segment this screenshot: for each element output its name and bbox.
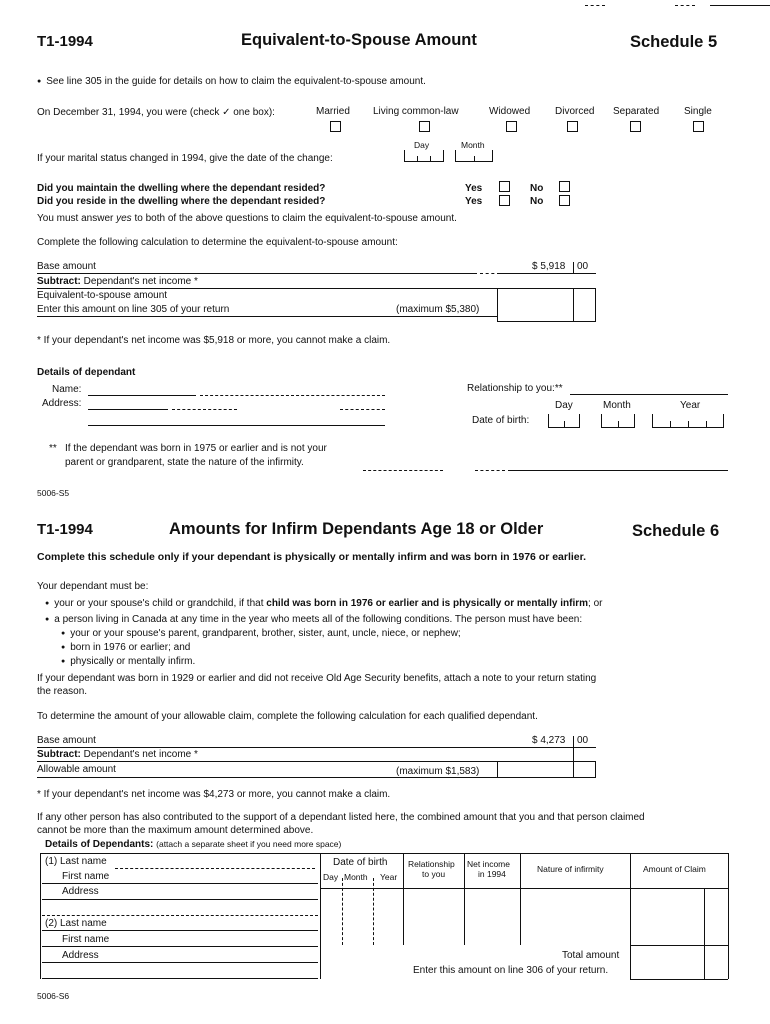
name-label: Name: xyxy=(52,384,82,395)
row2-address-field[interactable] xyxy=(42,962,318,963)
base-amount-label: Base amount xyxy=(37,261,96,272)
marital-status-question: On December 31, 1994, you were (check ✓ one box): xyxy=(37,107,275,118)
change-day-field[interactable] xyxy=(404,150,444,162)
scan-mark xyxy=(585,5,605,6)
enter-line-306-label: Enter this amount on line 306 of your return. xyxy=(413,965,609,976)
col-month: Month xyxy=(344,872,368,882)
status-separated-label: Separated xyxy=(613,106,660,117)
condition-born: ● born in 1976 or earlier; and xyxy=(61,642,190,653)
address-field[interactable] xyxy=(88,409,168,410)
common-law-checkbox[interactable] xyxy=(419,121,430,132)
income-amount-field[interactable] xyxy=(497,288,596,322)
dob-year-label: Year xyxy=(680,400,701,411)
row1-first-name-field[interactable] xyxy=(42,883,318,884)
row2-last-name-field[interactable] xyxy=(42,930,318,931)
dob-label: Date of birth: xyxy=(472,415,530,426)
maximum-amount: (maximum $5,380) xyxy=(396,304,480,315)
guide-note: ● See line 305 in the guide for details on how to claim the equivalent-to-spouse amount. xyxy=(37,76,426,87)
equivalent-amount-label: Equivalent-to-spouse amount xyxy=(37,290,168,301)
schedule-number: Schedule 5 xyxy=(630,33,718,51)
infirmity-footnote-marker: ** xyxy=(49,443,57,454)
other-support-note-line2: cannot be more than the maximum amount determined above. xyxy=(37,825,314,836)
allowable-amount-label: Allowable amount xyxy=(37,764,116,775)
row1-last-name-label: (1) Last name xyxy=(45,856,107,867)
total-amount-label: Total amount xyxy=(562,950,620,961)
dob-day-label: Day xyxy=(555,400,573,411)
base-amount-label: Base amount xyxy=(37,735,96,746)
maximum-amount: (maximum $1,583) xyxy=(396,766,480,777)
other-support-note-line1: If any other person has also contributed to the support of a dependant listed here, the combined amount that you and that person claimed xyxy=(37,812,645,823)
col-relationship: Relationship xyxy=(408,859,455,869)
married-checkbox[interactable] xyxy=(330,121,341,132)
status-divorced-label: Divorced xyxy=(555,106,595,117)
must-be-label: Your dependant must be: xyxy=(37,581,149,592)
net-income-footnote: * If your dependant's net income was $4,273 or more, you cannot make a claim. xyxy=(37,789,391,800)
base-amount-cents: 00 xyxy=(577,735,589,746)
form-code: 5006-S6 xyxy=(37,991,70,1001)
maintain-yes-checkbox[interactable] xyxy=(499,181,510,192)
row1-address-label: Address xyxy=(62,886,99,897)
base-amount-value: $ 4,273 xyxy=(532,735,566,746)
condition-child: ● your or your spouse's child or grandchild, if that child was born in 1976 or earlier and is physically or mentally infirm; or xyxy=(45,598,603,609)
col-year: Year xyxy=(380,872,398,882)
details-heading: Details of dependant xyxy=(37,367,136,378)
no-label: No xyxy=(530,196,544,207)
calculation-intro: Complete the following calculation to determine the equivalent-to-spouse amount: xyxy=(37,237,398,248)
change-date-question: If your marital status changed in 1994, give the date of the change: xyxy=(37,153,333,164)
schedule-title: Amounts for Infirm Dependants Age 18 or Older xyxy=(169,520,544,538)
schedule-number: Schedule 6 xyxy=(632,522,720,540)
condition-resident: ● a person living in Canada at any time in the year who meets all of the following conditions. The person must have been: xyxy=(45,614,582,625)
enter-line-305-label: Enter this amount on line 305 of your return xyxy=(37,304,230,315)
scan-mark xyxy=(710,5,770,6)
condition-infirm: ● physically or mentally infirm. xyxy=(61,656,195,667)
row1-first-name-label: First name xyxy=(62,871,110,882)
col-nature-of-infirmity: Nature of infirmity xyxy=(537,864,604,874)
yes-label: Yes xyxy=(465,196,483,207)
status-widowed-label: Widowed xyxy=(489,106,531,117)
status-common-law-label: Living common-law xyxy=(373,106,459,117)
month-label: Month xyxy=(461,140,485,150)
infirmity-field[interactable] xyxy=(363,470,443,471)
maintain-dwelling-question: Did you maintain the dwelling where the dependant resided? xyxy=(37,183,326,194)
col-net-income-sub: in 1994 xyxy=(478,869,506,879)
net-income-footnote: * If your dependant's net income was $5,918 or more, you cannot make a claim. xyxy=(37,335,391,346)
row2-first-name-field[interactable] xyxy=(42,946,318,947)
relationship-field[interactable] xyxy=(570,394,728,395)
schedule-title: Equivalent-to-Spouse Amount xyxy=(241,31,477,49)
condition-relative: ● your or your spouse's parent, grandparent, brother, sister, aunt, uncle, niece, or nephew; xyxy=(61,628,461,639)
separated-checkbox[interactable] xyxy=(630,121,641,132)
row1-last-name-field[interactable] xyxy=(115,868,315,869)
determine-intro: To determine the amount of your allowable claim, complete the following calculation for each qualified dependant. xyxy=(37,711,538,722)
relationship-label: Relationship to you:** xyxy=(467,383,563,394)
col-amount-of-claim: Amount of Claim xyxy=(643,864,706,874)
subtract-income-label: Subtract: Dependant's net income * xyxy=(37,276,198,287)
row2-address-label: Address xyxy=(62,950,99,961)
single-checkbox[interactable] xyxy=(693,121,704,132)
reside-dwelling-question: Did you reside in the dwelling where the dependant resided? xyxy=(37,196,326,207)
dependants-table-heading: Details of Dependants: (attach a separate sheet if you need more space) xyxy=(45,839,342,850)
no-label: No xyxy=(530,183,544,194)
oas-note-line2: the reason. xyxy=(37,686,88,697)
reside-yes-checkbox[interactable] xyxy=(499,195,510,206)
base-amount-value: $ 5,918 xyxy=(532,261,566,272)
row2-first-name-label: First name xyxy=(62,934,110,945)
row1-address-field[interactable] xyxy=(42,899,318,900)
status-single-label: Single xyxy=(684,106,712,117)
dob-month-label: Month xyxy=(603,400,631,411)
divorced-checkbox[interactable] xyxy=(567,121,578,132)
must-answer-note: You must answer yes to both of the above questions to claim the equivalent-to-spouse amount. xyxy=(37,213,457,224)
scan-mark xyxy=(675,5,695,6)
col-relationship-sub: to you xyxy=(422,869,446,879)
widowed-checkbox[interactable] xyxy=(506,121,517,132)
reside-no-checkbox[interactable] xyxy=(559,195,570,206)
subtract-income-label: Subtract: Dependant's net income * xyxy=(37,749,198,760)
form-id: T1-1994 xyxy=(37,33,93,50)
yes-label: Yes xyxy=(465,183,483,194)
address-label: Address: xyxy=(42,398,82,409)
col-day: Day xyxy=(323,872,339,882)
infirmity-footnote-line1: If the dependant was born in 1975 or earlier and is not your xyxy=(65,443,327,454)
form-id: T1-1994 xyxy=(37,521,93,538)
form-code: 5006-S5 xyxy=(37,488,70,498)
status-married-label: Married xyxy=(316,106,350,117)
income-amount-field[interactable] xyxy=(497,761,596,778)
base-amount-cents: 00 xyxy=(577,261,589,272)
infirmity-footnote-line2: parent or grandparent, state the nature of the infirmity. xyxy=(65,457,304,468)
oas-note-line1: If your dependant was born in 1929 or earlier and did not receive Old Age Security benefits, attach a note to your return stating xyxy=(37,673,597,684)
maintain-no-checkbox[interactable] xyxy=(559,181,570,192)
day-label: Day xyxy=(414,140,430,150)
col-date-of-birth: Date of birth xyxy=(333,857,388,868)
col-net-income: Net income xyxy=(467,859,510,869)
schedule-intro: Complete this schedule only if your dependant is physically or mentally infirm and was born in 1976 or earlier. xyxy=(37,551,587,563)
row2-last-name-label: (2) Last name xyxy=(45,918,107,929)
name-field[interactable] xyxy=(88,395,196,396)
